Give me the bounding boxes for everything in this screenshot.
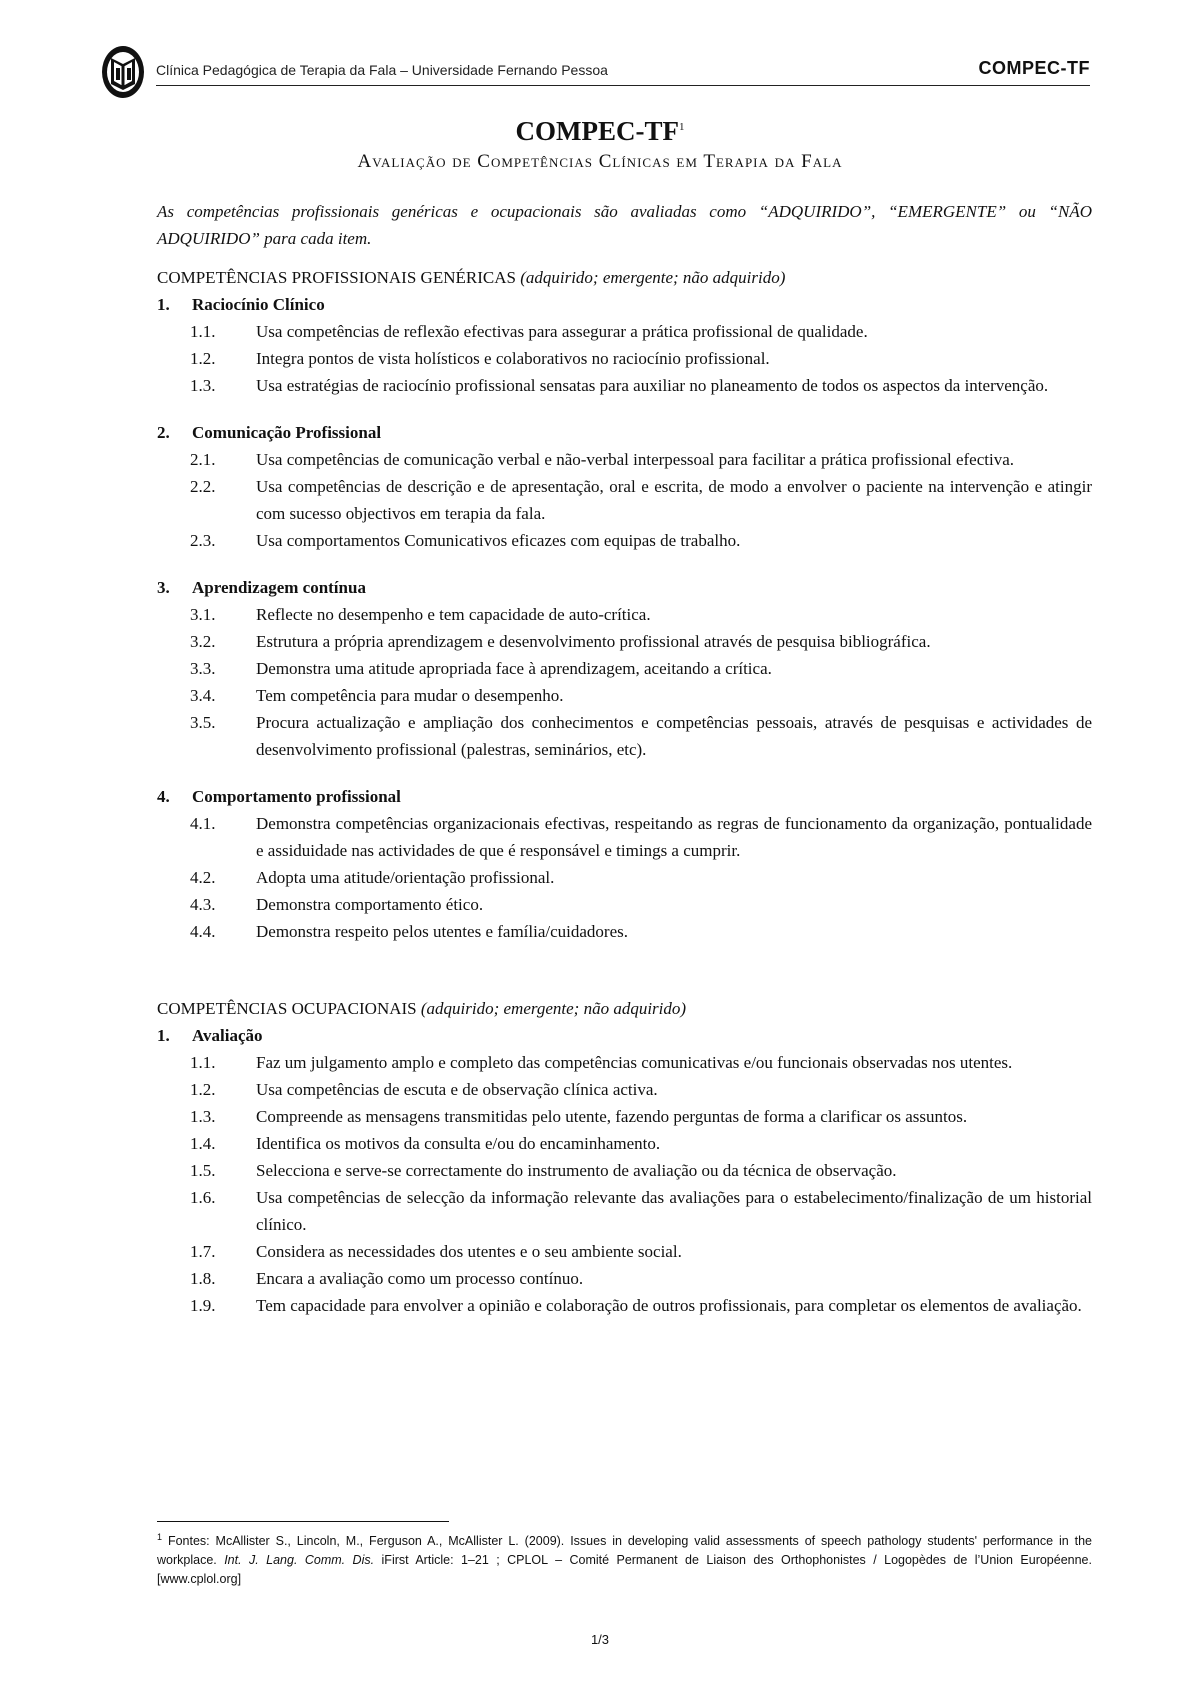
item-text: Usa competências de reflexão efectivas para assegurar a prática profissional de qualidade. [256, 322, 868, 341]
section-heading [157, 264, 1092, 291]
item-text: Demonstra comportamento ético. [256, 895, 484, 914]
section-title: COMPETÊNCIAS OCUPACIONAIS [157, 999, 417, 1018]
item-text: Usa comportamentos Comunicativos eficazes com equipas de trabalho. [256, 531, 741, 550]
item-number: 1.2. [190, 349, 216, 368]
item-text: Usa competências de comunicação verbal e não-verbal interpessoal para facilitar a prática profissional efectiva. [256, 450, 1015, 469]
title-text: COMPEC-TF [515, 116, 679, 146]
group-title: Aprendizagem contínua [192, 578, 366, 597]
competence-group [157, 783, 1092, 945]
item-text: Selecciona e serve-se correctamente do instrumento de avaliação ou da técnica de observação. [256, 1161, 897, 1180]
competence-item [157, 1103, 1092, 1130]
item-text: Identifica os motivos da consulta e/ou do encaminhamento. [256, 1134, 661, 1153]
item-text: Tem capacidade para envolver a opinião e colaboração de outros profissionais, para completar os elementos de avaliação. [256, 1296, 1082, 1315]
group-number: 1. [157, 1026, 170, 1045]
group-number: 2. [157, 423, 170, 442]
item-number: 2.1. [190, 450, 216, 469]
title-footnote-marker: 1 [678, 121, 685, 133]
competence-item [157, 318, 1092, 345]
item-number: 1.3. [190, 1107, 216, 1126]
item-text: Adopta uma atitude/orientação profissional. [256, 868, 555, 887]
competence-section [157, 264, 1092, 945]
item-text: Demonstra competências organizacionais efectivas, respeitando as regras de funcionamento da organização, pontualidade e assiduidade nas actividades de que é responsável e timings a cumprir. [256, 814, 1092, 860]
competence-item [157, 1049, 1092, 1076]
competence-item [157, 1184, 1092, 1238]
document-body [157, 198, 1092, 1319]
item-number: 3.1. [190, 605, 216, 624]
document-subtitle: Avaliação de Competências Clínicas em Terapia da Fala [357, 151, 843, 172]
competence-item [157, 918, 1092, 945]
item-text: Usa competências de selecção da informação relevante das avaliações para o estabelecimento/finalização de um historial clínico. [256, 1188, 1092, 1234]
sections-container [157, 264, 1092, 1319]
competence-item [157, 1238, 1092, 1265]
item-number: 1.8. [190, 1269, 216, 1288]
intro-paragraph: As competências profissionais genéricas e ocupacionais são avaliadas como “ADQUIRIDO”, “EMERGENTE” ou “NÃO ADQUIRIDO” para cada item. [157, 202, 1092, 248]
group-title: Raciocínio Clínico [192, 295, 325, 314]
item-text: Demonstra respeito pelos utentes e família/cuidadores. [256, 922, 628, 941]
competence-item [157, 601, 1092, 628]
competence-section [157, 995, 1092, 1319]
document-title [0, 116, 1200, 147]
group-heading [157, 419, 1092, 446]
competence-item [157, 682, 1092, 709]
section-title: COMPETÊNCIAS PROFISSIONAIS GENÉRICAS [157, 268, 516, 287]
group-title: Avaliação [192, 1026, 263, 1045]
competence-item [157, 1265, 1092, 1292]
item-number: 1.4. [190, 1134, 216, 1153]
item-text: Usa competências de descrição e de apresentação, oral e escrita, de modo a envolver o paciente na intervenção e atingir com sucesso objectivos em terapia da fala. [256, 477, 1092, 523]
item-number: 3.5. [190, 713, 216, 732]
competence-item [157, 864, 1092, 891]
page-header [100, 44, 1090, 100]
footnote-text-b: iFirst Article: 1–21 ; CPLOL – Comité Permanent de Liaison des Orthophonistes / Logopèdes de l’Union Européenne. [www.cplol.org] [157, 1553, 1092, 1587]
group-title: Comunicação Profissional [192, 423, 382, 442]
item-number: 1.3. [190, 376, 216, 395]
competence-item [157, 372, 1092, 399]
group-number: 4. [157, 787, 170, 806]
section-rating-note: (adquirido; emergente; não adquirido) [420, 999, 687, 1018]
item-number: 1.9. [190, 1296, 216, 1315]
item-text: Integra pontos de vista holísticos e colaborativos no raciocínio profissional. [256, 349, 770, 368]
item-number: 2.2. [190, 477, 216, 496]
competence-item [157, 1157, 1092, 1184]
footnote-marker: 1 [157, 1532, 163, 1542]
competence-item [157, 810, 1092, 864]
item-number: 1.5. [190, 1161, 216, 1180]
item-text: Usa estratégias de raciocínio profissional sensatas para auxiliar no planeamento de todos os aspectos da intervenção. [256, 376, 1049, 395]
competence-group [157, 1022, 1092, 1319]
group-heading [157, 1022, 1092, 1049]
item-text: Demonstra uma atitude apropriada face à aprendizagem, aceitando a crítica. [256, 659, 772, 678]
group-title: Comportamento profissional [192, 787, 401, 806]
competence-item [157, 628, 1092, 655]
item-text: Considera as necessidades dos utentes e o seu ambiente social. [256, 1242, 682, 1261]
competence-group [157, 419, 1092, 554]
competence-item [157, 891, 1092, 918]
competence-item [157, 1292, 1092, 1319]
item-text: Procura actualização e ampliação dos conhecimentos e competências pessoais, através de pesquisas e actividades de desenvolvimento profissional (palestras, seminários, etc). [256, 713, 1092, 759]
item-number: 4.2. [190, 868, 216, 887]
group-heading [157, 574, 1092, 601]
group-heading [157, 783, 1092, 810]
competence-group [157, 574, 1092, 763]
footnote-rule [157, 1521, 449, 1522]
university-logo-icon [100, 44, 146, 100]
item-number: 2.3. [190, 531, 216, 550]
item-text: Usa competências de escuta e de observação clínica activa. [256, 1080, 658, 1099]
competence-item [157, 446, 1092, 473]
competence-group [157, 291, 1092, 399]
section-rating-note: (adquirido; emergente; não adquirido) [520, 268, 786, 287]
group-number: 1. [157, 295, 170, 314]
item-number: 4.4. [190, 922, 216, 941]
item-text: Tem competência para mudar o desempenho. [256, 686, 564, 705]
item-text: Compreende as mensagens transmitidas pelo utente, fazendo perguntas de forma a clarificar os assuntos. [256, 1107, 968, 1126]
competence-item [157, 1130, 1092, 1157]
competence-item [157, 345, 1092, 372]
item-text: Estrutura a própria aprendizagem e desenvolvimento profissional através de pesquisa bibliográfica. [256, 632, 931, 651]
item-number: 4.3. [190, 895, 216, 914]
item-number: 1.6. [190, 1188, 216, 1207]
group-heading [157, 291, 1092, 318]
competence-item [157, 709, 1092, 763]
footnote-text-a: Fontes: McAllister S., Lincoln, M., Ferguson A., McAllister L. (2009). Issues in developing valid assessments of speech pathology students' performance in the workplace. [157, 1534, 1092, 1568]
item-number: 1.1. [190, 322, 216, 341]
header-institution: Clínica Pedagógica de Terapia da Fala – Universidade Fernando Pessoa [156, 62, 608, 78]
footnote [157, 1528, 1092, 1589]
competence-item [157, 655, 1092, 682]
item-number: 3.2. [190, 632, 216, 651]
competence-item [157, 527, 1092, 554]
competence-item [157, 1076, 1092, 1103]
item-number: 1.1. [190, 1053, 216, 1072]
item-number: 3.4. [190, 686, 216, 705]
group-number: 3. [157, 578, 170, 597]
footnote-journal: Int. J. Lang. Comm. Dis. [224, 1553, 375, 1568]
item-number: 1.7. [190, 1242, 216, 1261]
item-text: Reflecte no desempenho e tem capacidade de auto-crítica. [256, 605, 651, 624]
section-heading [157, 995, 1092, 1022]
item-number: 1.2. [190, 1080, 216, 1099]
competence-item [157, 473, 1092, 527]
item-number: 3.3. [190, 659, 216, 678]
header-rule [156, 85, 1090, 86]
header-doc-code: COMPEC-TF [978, 58, 1090, 78]
page-number: 1/3 [590, 1632, 610, 1647]
item-number: 4.1. [190, 814, 216, 833]
item-text: Faz um julgamento amplo e completo das competências comunicativas e/ou funcionais observadas nos utentes. [256, 1053, 1013, 1072]
item-text: Encara a avaliação como um processo contínuo. [256, 1269, 584, 1288]
